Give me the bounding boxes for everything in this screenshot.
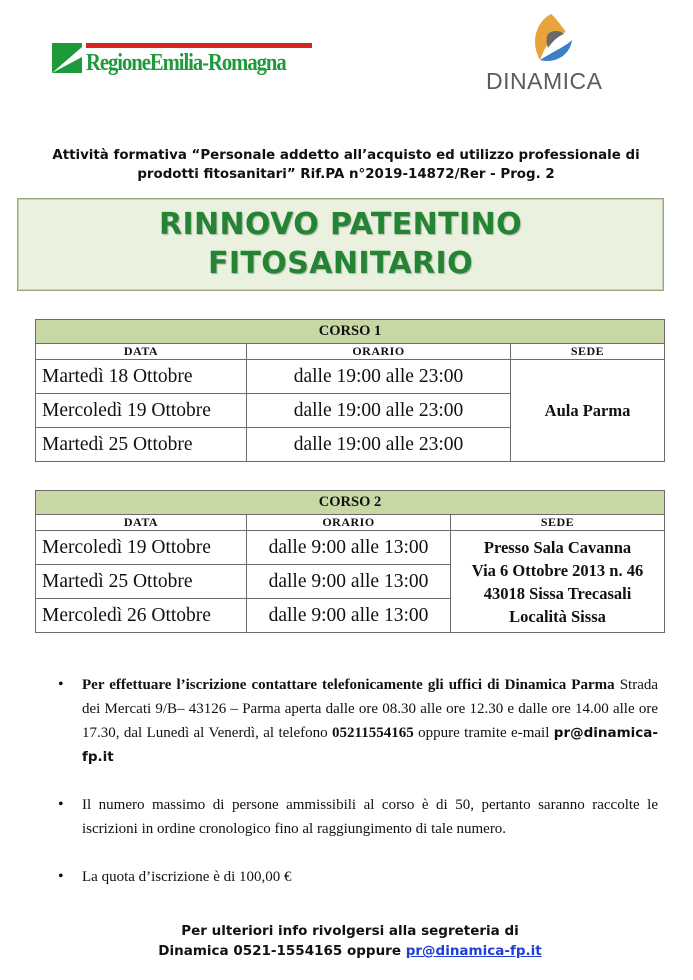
sede-line: 43018 Sissa Trecasali (483, 583, 632, 603)
cell-orario: dalle 19:00 alle 23:00 (247, 360, 511, 394)
header-data: DATA (36, 515, 247, 531)
sede-line: Presso Sala Cavanna (483, 537, 632, 557)
table-row (36, 360, 665, 394)
footer-line-1: Per ulteriori info rivolgersi alla segreteria di (181, 923, 519, 939)
footer-line-2 (100, 941, 600, 961)
corso-2-table (35, 490, 665, 633)
regione-flag-icon (52, 43, 82, 73)
cell-orario: dalle 9:00 alle 13:00 (247, 531, 451, 565)
header-data: DATA (36, 344, 247, 360)
header-orario: ORARIO (247, 344, 511, 360)
cell-orario: dalle 19:00 alle 23:00 (247, 428, 511, 462)
dinamica-logo-text: DINAMICA (486, 68, 603, 94)
footer-email-link[interactable]: pr@dinamica-fp.it (405, 943, 542, 959)
intro-line-1: Attività formativa “Personale addetto all’acquisto ed utilizzo professionale di (52, 148, 640, 163)
sede-line: Via 6 Ottobre 2013 n. 46 (471, 560, 644, 580)
cell-data: Martedì 25 Ottobre (36, 565, 247, 599)
iscrizione-lead: Per effettuare l’iscrizione contattare telefonicamente gli uffici di Dinamica Parma (82, 677, 615, 693)
corso-2-title: CORSO 2 (36, 491, 665, 515)
title-line-1: RINNOVO PATENTINO (158, 207, 523, 242)
info-bullets (58, 673, 658, 889)
table-row (36, 531, 665, 565)
cell-orario: dalle 19:00 alle 23:00 (247, 394, 511, 428)
sede-line: Località Sissa (509, 606, 606, 626)
cell-orario: dalle 9:00 alle 13:00 (247, 599, 451, 633)
regione-emilia-romagna-logo (52, 40, 318, 82)
dinamica-logo (478, 12, 628, 94)
cell-data: Mercoledì 19 Ottobre (36, 531, 247, 565)
title-line-2: FITOSANITARIO (207, 246, 474, 281)
intro-line-2: prodotti fitosanitari” Rif.PA n°2019-14872/Rer - Prog. 2 (137, 167, 555, 182)
corso-1-title: CORSO 1 (36, 320, 665, 344)
bullet-max-persone: • Il numero massimo di persone ammissibili al corso è di 50, pertanto saranno raccolte le iscrizioni in ordine cronologico fino al raggiungimento di tale numero. (58, 793, 658, 841)
iscrizione-text-2: oppure tramite e-mail (418, 725, 550, 741)
phone-number: 05211554165 (332, 725, 414, 741)
corso-1-table (35, 319, 665, 462)
cell-data: Martedì 18 Ottobre (36, 360, 247, 394)
dinamica-swirl-icon (526, 12, 576, 66)
header-sede: SEDE (511, 344, 665, 360)
footer-contact (100, 921, 600, 961)
cell-sede (451, 531, 665, 633)
cell-data: Mercoledì 19 Ottobre (36, 394, 247, 428)
cell-data: Mercoledì 26 Ottobre (36, 599, 247, 633)
cell-data: Martedì 25 Ottobre (36, 428, 247, 462)
header-sede: SEDE (451, 515, 665, 531)
bullet-iscrizione (58, 673, 658, 769)
regione-red-bar (86, 43, 312, 48)
footer-phone-text: Dinamica 0521-1554165 oppure (158, 943, 401, 959)
cell-orario: dalle 9:00 alle 13:00 (247, 565, 451, 599)
cell-sede: Aula Parma (511, 360, 665, 462)
course-intro (30, 146, 662, 184)
header-orario: ORARIO (247, 515, 451, 531)
title-box (17, 198, 664, 291)
email-link[interactable]: pr@dinamica-fp.it (82, 725, 659, 765)
bullet-quota: • La quota d’iscrizione è di 100,00 € (58, 865, 658, 889)
iscrizione-text: Strada dei Mercati 9/B– 43126 – Parma aperta dalle ore 08.30 alle ore 12.30 e dalle ore 14.00 alle ore 17.30, dal Lunedì al Venerdì, al telefono (82, 677, 659, 741)
regione-logo-text: RegioneEmilia-Romagna (86, 50, 286, 76)
